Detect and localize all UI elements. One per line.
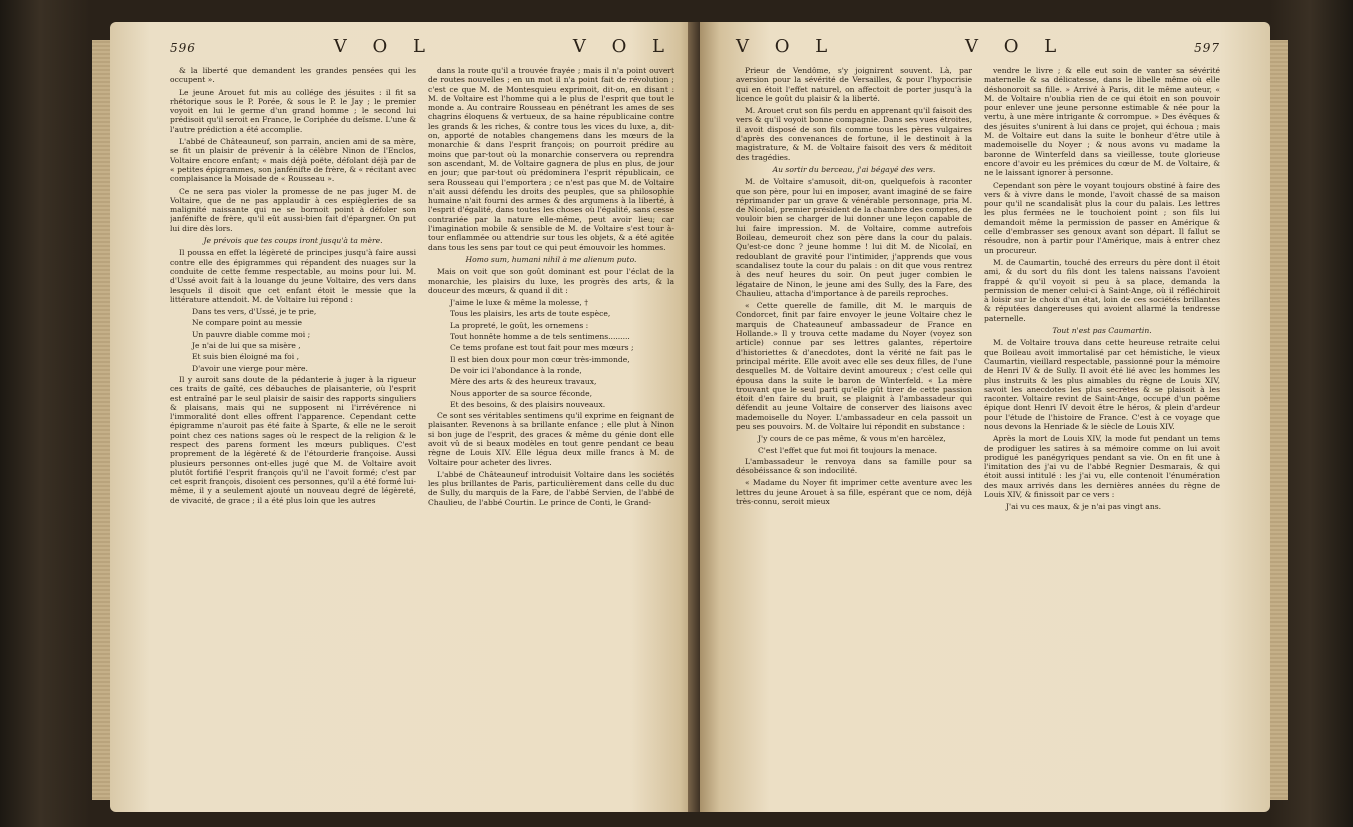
paragraph: J'ai vu ces maux, & je n'ai pas vingt ans.	[1006, 502, 1162, 512]
left-header-word-1: V O L	[333, 36, 435, 57]
paragraph: Homo sum, humani nihil à me alienum puto.	[465, 254, 637, 264]
paragraph: Prieur de Vendôme, s'y joignirent souvent. Là, par aversion pour la sévérité de Versailles, & pour l'hypocrisie qui en étoit l'effet naturel, on affectoit de porter jusqu'à la licence le goût du plaisir & la liberté.	[736, 66, 972, 103]
right-header-word-2: V O L	[965, 36, 1067, 57]
paragraph: « Cette querelle de famille, dit M. le marquis de Condorcet, finit par faire envoyer le jeune Voltaire chez le marquis de Chateauneuf ambassadeur de France en Hollande.» Il y trouva cette madame du Noyer (voyez son article) connue par ses lettres galantes, répertoire d'historiettes & d'anecdotes, dont la vérité ne fait pas le principal mérite. Elle avoit avec elle ses deux filles, de l'une desquelles M. de Voltaire devint amoureux ; c'est celle qui épousa dans la suite le baron de Winterfeld. « La mère trouvant que le seul parti qu'elle pût tirer de cette passion étoit d'en faire du bruit, se plaignit à l'ambassadeur qui défendit au jeune Voltaire de conserver des liaisons avec mademoiselle du Noyer. L'ambassadeur en cela passoit un peu ses pouvoirs. M. de Voltaire lui répondit en substance :	[736, 301, 972, 431]
paragraph: Le jeune Arouet fut mis au collége des jésuites : il fit sa rhétorique sous le P. Porée, & sous le P. le Jay ; le premier voyoit en lui le germe d'un grand homme ; le second lui prédisoit qu'il seroit en France, le Coriphée du deïsme. L'une & l'autre prédiction a été accomplie.	[170, 87, 416, 134]
paragraph: Ne compare point au messie	[192, 318, 302, 328]
left-page	[110, 22, 700, 812]
paragraph: Il poussa en effet la légèreté de principes jusqu'à faire aussi contre elle des épigrammes qui répandent des nuages sur la conduite de cette femme respectable, au moins pour lui. M. d'Ussé avoit fait à la louange du jeune Voltaire, des vers dans lesquels il disoit que cet enfant étoit le messie que la littérature attendoit. M. de Voltaire lui répond :	[170, 248, 416, 304]
paragraph: « Madame du Noyer fit imprimer cette aventure avec les lettres du jeune Arouet à sa fille, espérant que ce nom, déjà très-connu, seroit mieux	[736, 478, 972, 507]
paragraph: Et des besoins, & des plaisirs nouveaux.	[450, 399, 606, 409]
paragraph: L'ambassadeur le renvoya dans sa famille pour sa désobéissance & son indocilité.	[736, 456, 972, 476]
right-column-1	[736, 66, 972, 812]
paragraph: Tous les plaisirs, les arts de toute espèce,	[450, 309, 611, 319]
paragraph: L'abbé de Châteauneuf, son parrain, ancien ami de sa mère, se fit un plaisir de prévenir à la célèbre Ninon de l'Enclos, Voltaire encore enfant; « mais déjà poëte, défolant déjà par de « petites épigrammes, son janfénifte de frère, & « récitant avec complaisance la Moisade de « Rousseau ».	[170, 137, 416, 184]
paragraph: Tout honnête homme a de tels sentimens.........	[450, 332, 630, 342]
right-page-header	[736, 36, 1220, 62]
paragraph: Il est bien doux pour mon cœur très-immonde,	[450, 354, 630, 364]
paragraph: Dans tes vers, d'Ussé, je te prie,	[192, 307, 317, 317]
paragraph: dans la route qu'il a trouvée frayée ; mais il n'a point ouvert de routes nouvelles ; en un mot il n'a point fait de révolution ; c'est ce que M. de Montesquieu exprimoit, dit-on, en disant : M. de Voltaire est l'homme qui a le plus de l'esprit que tout le monde a. Au contraire Rousseau en pénétrant les ames de ses chagrins éloquens & vertueux, de sa haine républicaine contre les grands & les riches, & contre tous les vices du luxe, a, dit-on, apporté de notables changemens dans les mœurs de la monarchie & dans l'esprit françois; on pourroit prédire au moins que par-tout où la monarchie conservera ou reprendra son ascendant, M. de Voltaire gagnera de plus en plus, de jour en jour; que par-tout où prédominera l'esprit républicain, ce sera Rousseau qui l'emportera ; ce n'est pas que M. de Voltaire n'ait aussi défendu les droits des peuples, que sa philosophie humaine n'ait fourni des armes & des argumens à la liberté, à l'esprit d'égalité, dans toutes les choses où l'égalité, sans cesse contrariée par la nature elle-même, peut avoir lieu; car l'imagination mobile & sensible de M. de Voltaire s'est tour à-tour enflammée ou attendrie sur tous les objets, & a été agitée dans tous les sens par tout ce qui peut émouvoir les hommes.	[428, 66, 674, 252]
left-header-word-2: V O L	[572, 36, 674, 57]
right-column-2	[984, 66, 1220, 812]
page-edges-right	[1270, 40, 1288, 800]
paragraph: Mais on voit que son goût dominant est pour l'éclat de la monarchie, les plaisirs du luxe, les progrès des arts, & la douceur des mœurs, & quand il dit :	[428, 267, 674, 295]
paragraph: Et suis bien éloigné ma foi ,	[192, 352, 299, 362]
page-edges-left	[92, 40, 110, 800]
paragraph: Ce tems profane est tout fait pour mes mœurs ;	[450, 343, 634, 353]
left-column-1	[170, 66, 416, 812]
paragraph: Je n'ai de lui que sa misère ,	[192, 341, 301, 351]
paragraph: De voir ici l'abondance à la ronde,	[450, 365, 582, 375]
paragraph: vendre le livre ; & elle eut soin de vanter sa sévérité maternelle & sa délicatesse, dans le libelle même où elle déshonoroit sa fille. » Arrivé à Paris, dit le même auteur, « M. de Voltaire n'oublia rien de ce qui étoit en son pouvoir pour enlever une jeune personne estimable & née pour la vertu, à une mère intrigante & corrompue. » Des évêques & des jésuites s'unirent à lui dans ce projet, qui échoua ; mais M. de Voltaire eut dans la suite le bonheur d'être utile à mademoiselle du Noyer ; & nous avons vu madame la baronne de Winterfeld dans sa vieillesse, toute glorieuse encore d'avoir eu les prémices du cœur de M. de Voltaire, & ne le laissant ignorer à personne.	[984, 66, 1220, 178]
paragraph: M. de Voltaire trouva dans cette heureuse retraite celui que Boileau avoit immortalisé par cet hémistiche, le vieux Caumartin, vieillard respectable, passionné pour la mémoire de Henri IV & de Sully. Il avoit été lié avec les hommes les plus instruits & les plus aimables du règne de Louis XIV, savoit les anecdotes les plus secrètes & se plaisoit à les raconter. Voltaire revint de Saint-Ange, occupé d'un poëme épique dont Henri IV devoit être le héros, & plein d'ardeur pour l'étude de l'histoire de France. C'est à ce voyage que nous devons la Henriade & le siècle de Louis XIV.	[984, 338, 1220, 431]
paragraph: D'avoir une vierge pour mère.	[192, 363, 308, 373]
left-column-2	[428, 66, 674, 812]
paragraph: M. de Voltaire s'amusoit, dit-on, quelquefois à raconter que son père, pour lui en imposer, avant imaginé de se faire réprimander par un grave & vénérable personnage, pria M. de Nicolaï, premier président de la chambre des comptes, de vouloir bien se charger de lui donner une leçon capable de lui faire impression. M. de Voltaire, comme autrefois Boileau, demeuroit chez son père dans la cour du palais. Qu'est-ce donc ? jeune homme ! lui dit M. de Nicolaï, en redoublant de gravité pour l'intimider, j'apprends que vous scandalisez toute la cour du palais : on dit que vous rentrez à des neuf heures du soir. On peut juger combien le légataire de Ninon, le jeune ami des Sully, des la Fare, des Chaulieu, attacha d'importance à de pareils reproches.	[736, 177, 972, 298]
paragraph: Ce ne sera pas violer la promesse de ne pas juger M. de Voltaire, que de ne pas applaudir à ces espiègleries de sa malignité naissante qui ne se bornoit point à défoler son janfénifte de frère, qu'il eût aussi-bien fait d'épargner. On put lui dire dès lors.	[170, 186, 416, 233]
paragraph: Ce sont ses véritables sentimens qu'il exprime en feignant de plaisanter. Revenons à sa brillante enfance ; elle plut à Ninon si bon juge de l'esprit, des graces & même du génie dont elle avoit vû de si beaux modèles en tout genre pendant ce beau règne de Louis XIV. Elle légua deux mille francs à M. de Voltaire pour acheter des livres.	[428, 411, 674, 467]
paragraph: C'est l'effet que fut moi fit toujours la menace.	[758, 445, 938, 455]
left-page-number: 596	[170, 41, 196, 55]
paragraph: Mère des arts & des heureux travaux,	[450, 377, 597, 387]
paragraph: M. de Caumartin, touché des erreurs du père dont il étoit ami, & du sort du fils dont les talens naissans l'avoient frappé & qu'il voyoit si peu à sa place, demanda la permission de mener celui-ci à Saint-Ange, où il réfléchiroit à loisir sur le choix d'un état, loin de ces sociétés brillantes & réputées dangereuses qui avoient allarmé la tendresse paternelle.	[984, 257, 1220, 323]
paragraph: M. Arouet crut son fils perdu en apprenant qu'il faisoit des vers & qu'il voyoit bonne compagnie. Dans ses vues étroites, il avoit disposé de son fils comme tous les pères vulgaires d'après des convenances de fortune, il le destinoit à la magistrature, & M. de Voltaire faisoit des vers & méditoit des tragédies.	[736, 106, 972, 162]
paragraph: & la liberté que demandent les grandes pensées qui les occupent ».	[170, 66, 416, 85]
paragraph: Un pauvre diable comme moi ;	[192, 329, 311, 339]
right-header-word-1: V O L	[736, 36, 838, 57]
paragraph: L'abbé de Châteauneuf introduisit Voltaire dans les sociétés les plus brillantes de Paris, particulièrement dans celle du duc de Sully, du marquis de la Fare, de l'abbé Servien, de l'abbé de Chaulieu, de l'abbé Courtin. Le prince de Conti, le Grand-	[428, 469, 674, 507]
paragraph: Tout n'est pas Caumartin.	[1052, 326, 1152, 336]
right-page-number: 597	[1194, 41, 1220, 55]
paragraph: Nous apporter de sa source féconde,	[450, 388, 593, 398]
paragraph: Après la mort de Louis XIV, la mode fut pendant un tems de prodiguer les satires à sa mémoire comme on lui avoit prodigué les panégyriques pendant sa vie. On en fit une à l'imitation des j'ai vu de l'abbé Regnier Desmarais, & qui étoit aussi intitulé : les j'ai vu, elle contenoit l'énumération des maux arrivés dans les dernières années du règne de Louis XIV, & finissoit par ce vers :	[984, 434, 1220, 500]
paragraph: J'y cours de ce pas même, & vous m'en harcèlez,	[758, 434, 946, 444]
paragraph: Au sortir du berceau, j'ai bégayé des vers.	[772, 164, 936, 174]
paragraph: La propreté, le goût, les ornemens :	[450, 320, 589, 330]
paragraph: Il y auroit sans doute de la pédanterie à juger à la rigueur ces traits de gaîté, ces débauches de plaisanterie, où l'esprit est entraîné par le seul plaisir de saisir des rapports singuliers & plaisans, mais qui ne supposent ni l'irrévérence ni l'immoralité dont elles offrent l'apparence. Cependant cette épigramme n'auroit pas été faite à Sparte, & elle ne le seroit point chez ces nations sages où le respect de la religion & le respect des parens forment les mœurs publiques. C'est proprement de la légèreté & de l'étourderie françoise. Aussi plusieurs personnes ont-elles jugé que M. de Voltaire avoit plutôt fortifié l'esprit françois qu'il ne l'avoit formé; c'est par cet esprit françois, disoient ces personnes, qu'il a été formé lui-même, il y a seulement ajouté un nouveau degré de légèreté, de vivacité, de grace ; il a été plus loin que les autres	[170, 374, 416, 505]
right-page	[700, 22, 1270, 812]
paragraph: J'aime le luxe & même la molesse, †	[450, 298, 588, 308]
paragraph: Je prévois que tes coups iront jusqu'à ta mère.	[203, 236, 383, 246]
left-page-header	[170, 36, 674, 62]
paragraph: Cependant son père le voyant toujours obstiné à faire des vers & à vivre dans le monde, l'avoit chassé de sa maison pour qu'il ne scandalisât plus la cour du palais. Les lettres les plus fermées ne le touchoient point ; son fils lui demandoit même la permission de passer en Amérique & celle d'embrasser ses genoux avant son départ. Il fallut se résoudre, non à partir pour l'Amérique, mais à entrer chez un procureur.	[984, 180, 1220, 255]
